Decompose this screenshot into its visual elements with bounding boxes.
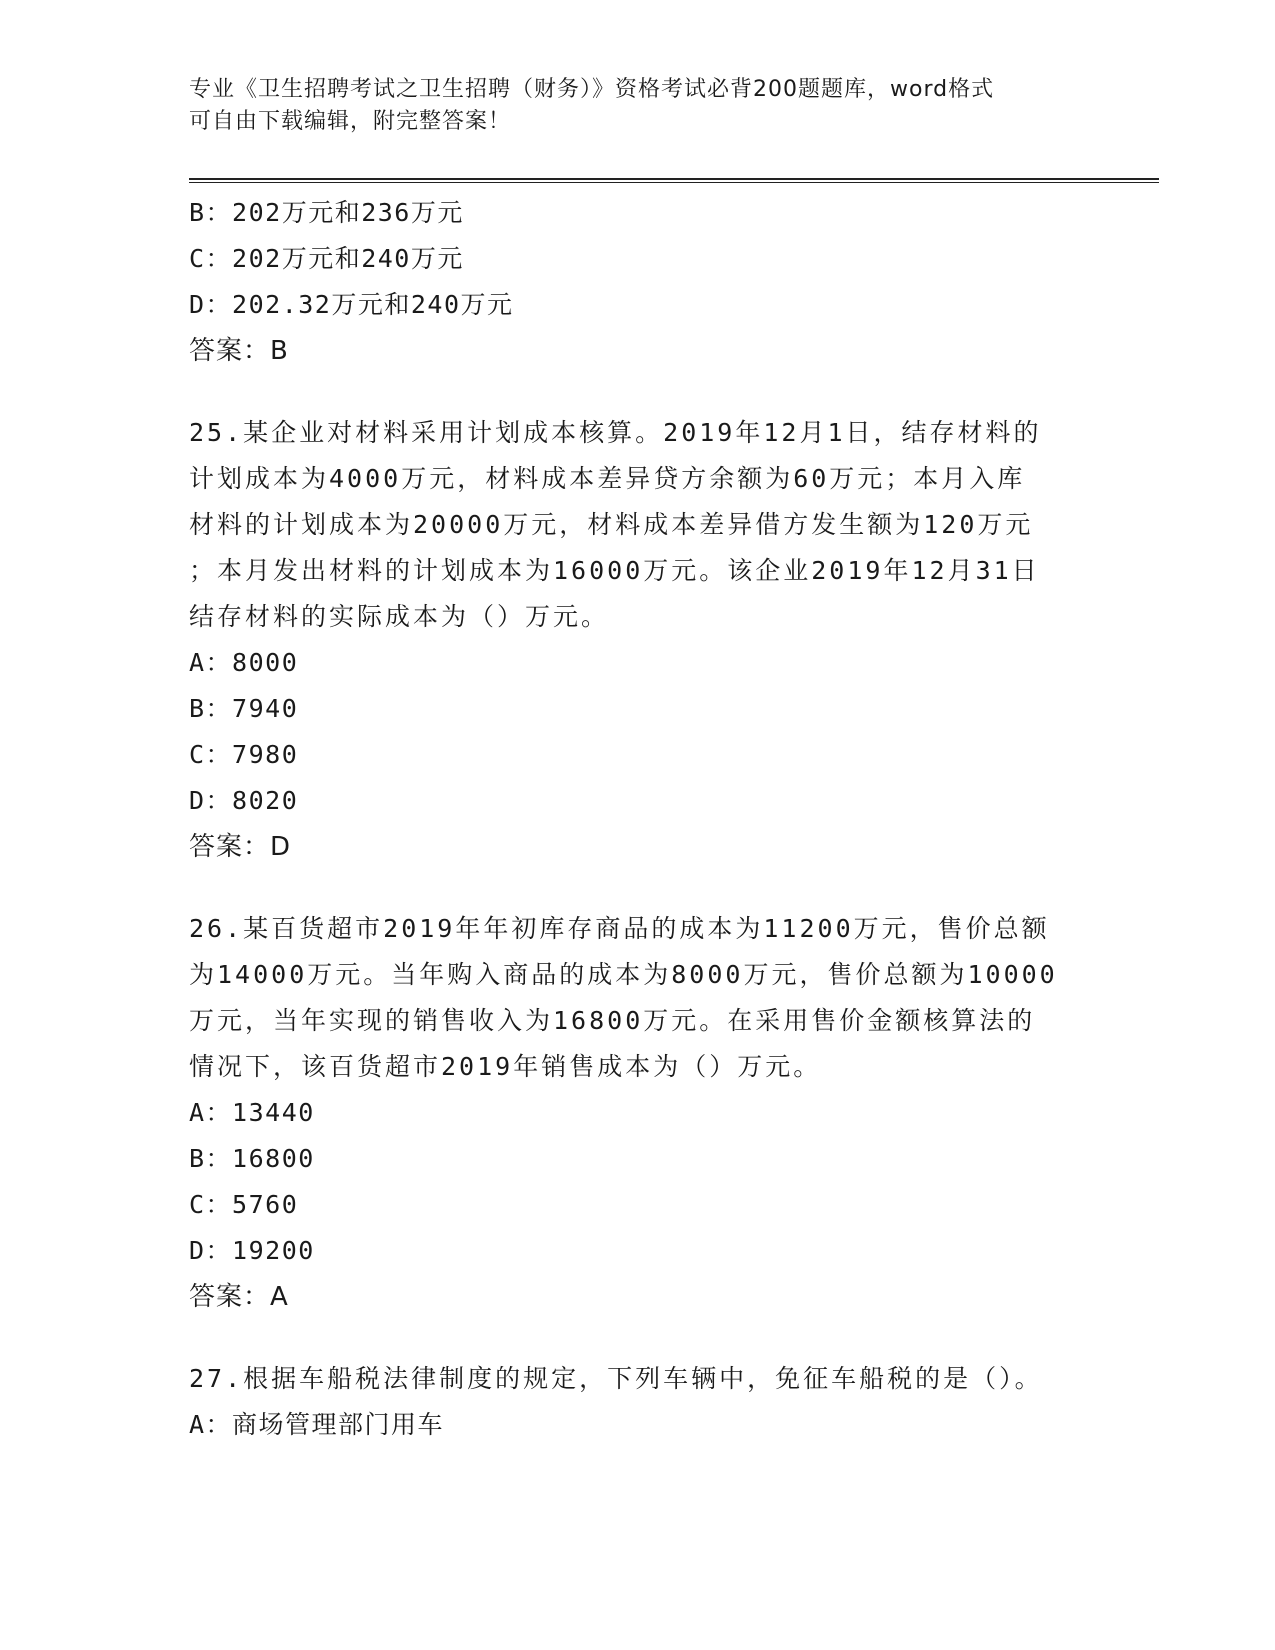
question-stem bbox=[189, 1356, 1089, 1402]
option-d: D：202.32万元和240万元 bbox=[189, 290, 514, 319]
option-a: A：商场管理部门用车 bbox=[189, 1410, 445, 1439]
question-25 bbox=[189, 410, 1089, 870]
option-b: B：202万元和236万元 bbox=[189, 198, 464, 227]
header-title-line-2: 可自由下载编辑，附完整答案！ bbox=[189, 109, 512, 134]
question-26 bbox=[189, 906, 1089, 1320]
header-divider bbox=[189, 178, 1159, 183]
stem-line: 万元，当年实现的销售收入为16800万元。在采用售价金额核算法的 bbox=[189, 1006, 1036, 1035]
option-b: B：7940 bbox=[189, 694, 299, 723]
stem-line: 27.根据车船税法律制度的规定，下列车辆中，免征车船税的是（）。 bbox=[189, 1364, 1043, 1393]
option-c: C：5760 bbox=[189, 1190, 299, 1219]
page-header bbox=[189, 74, 1069, 138]
option-c: C：7980 bbox=[189, 740, 299, 769]
answer-label: 答案：D bbox=[189, 832, 292, 862]
stem-line: 材料的计划成本为20000万元，材料成本差异借方发生额为120万元 bbox=[189, 510, 1034, 539]
question-27 bbox=[189, 1356, 1089, 1448]
answer-label: 答案：A bbox=[189, 1282, 289, 1312]
question-stem bbox=[189, 410, 1089, 640]
stem-line: 计划成本为4000万元，材料成本差异贷方余额为60万元；本月入库 bbox=[189, 464, 1026, 493]
option-a: A：13440 bbox=[189, 1098, 315, 1127]
option-d: D：8020 bbox=[189, 786, 299, 815]
option-c: C：202万元和240万元 bbox=[189, 244, 464, 273]
option-b: B：16800 bbox=[189, 1144, 315, 1173]
stem-line: 26.某百货超市2019年年初库存商品的成本为11200万元，售价总额 bbox=[189, 914, 1050, 943]
document-body bbox=[189, 190, 1089, 1448]
stem-line: ；本月发出材料的计划成本为16000万元。该企业2019年12月31日 bbox=[189, 556, 1040, 585]
stem-line: 结存材料的实际成本为（）万元。 bbox=[189, 602, 610, 631]
stem-line: 情况下，该百货超市2019年销售成本为（）万元。 bbox=[189, 1052, 822, 1081]
stem-line: 为14000万元。当年购入商品的成本为8000万元，售价总额为10000 bbox=[189, 960, 1058, 989]
option-d: D：19200 bbox=[189, 1236, 315, 1265]
stem-line: 25.某企业对材料采用计划成本核算。2019年12月1日，结存材料的 bbox=[189, 418, 1042, 447]
question-stem bbox=[189, 906, 1089, 1090]
answer-label: 答案：B bbox=[189, 336, 289, 366]
header-title-line-1: 专业《卫生招聘考试之卫生招聘（财务）》资格考试必背200题题库，word格式 bbox=[189, 77, 995, 102]
option-a: A：8000 bbox=[189, 648, 299, 677]
question-24-tail bbox=[189, 190, 1089, 374]
